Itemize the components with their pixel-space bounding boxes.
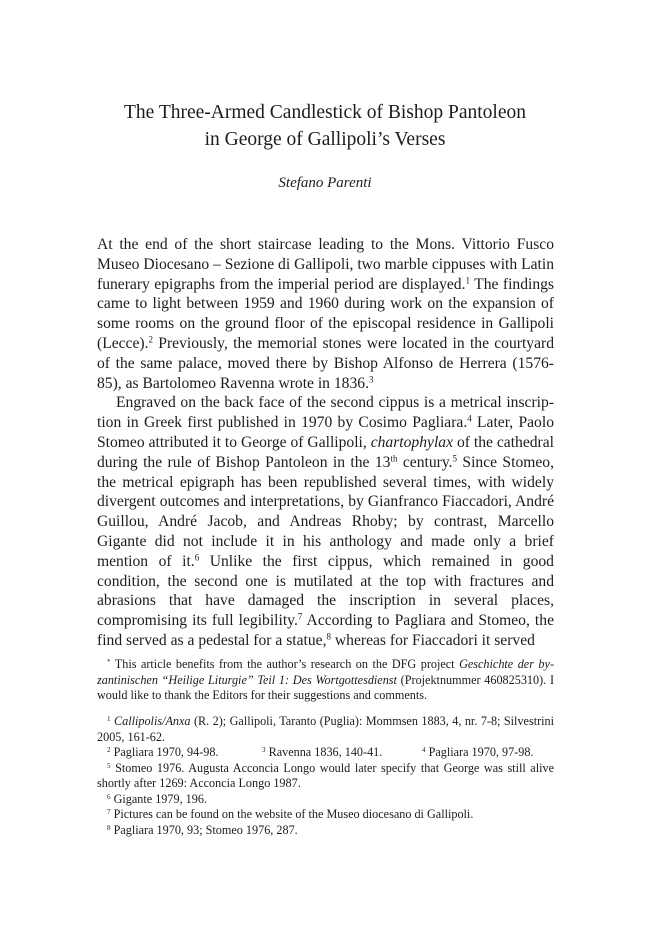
- footnote-acknowledgement: [97, 657, 554, 704]
- footnote-text: Pagliara 1970, 97-98.: [425, 745, 534, 759]
- footnotes: [97, 714, 554, 838]
- footnote-number: 4: [422, 745, 426, 754]
- article-title-line-1: The Three-Armed Candlestick of Bishop Pantoleon: [123, 102, 526, 123]
- footnote-number: 7: [107, 807, 111, 816]
- footnote-2: [107, 745, 262, 761]
- footnote-number: 5: [107, 761, 111, 770]
- footnote-ref-6: 6: [194, 552, 200, 563]
- footnote-number: 3: [262, 745, 266, 754]
- paragraph-text: Engraved on the back face of the second cippus is a metrical inscription in Greek first published in 1970 by Cosimo Pagliara.: [97, 394, 554, 432]
- footnote-text: Pagliara 1970, 94-98.: [110, 745, 219, 759]
- footnote-ref-5: 5: [452, 453, 458, 464]
- paragraph-text: The findings came to light between 1959 and 1960 during work on the expansion of some rooms on the ground floor of the episcopal residence in Gallipoli (Lecce).: [97, 275, 554, 352]
- article-title: [0, 99, 650, 153]
- article-title-line-2: in George of Gallipoli’s Verses: [204, 129, 446, 150]
- footnote-3: [262, 745, 422, 761]
- paragraph-text: century.: [397, 453, 453, 471]
- footnote-ref-1: 1: [465, 275, 470, 286]
- footnote-ref-3: 3: [368, 374, 374, 385]
- footnote-number: 8: [107, 823, 111, 832]
- article-body: [97, 235, 554, 651]
- footnote-text: Gigante 1979, 196.: [110, 791, 208, 806]
- footnote-text: Pagliara 1970, 93; Stomeo 1976, 287.: [110, 822, 298, 837]
- footnote-star-mark: *: [107, 657, 111, 666]
- footnote-number: 1: [107, 714, 111, 723]
- paragraph-1: [97, 235, 554, 393]
- paragraph-text: At the end of the short staircase leading to the Mons. Vittorio Fusco Museo Diocesano – Sezione di Gallipoli, two marble cippuses with Latin funerary epigraphs from the imperial period are displayed.: [97, 236, 554, 293]
- ordinal-suffix: th: [390, 453, 398, 464]
- footnote-row-2-4: [97, 745, 554, 761]
- footnote-1: [97, 714, 554, 745]
- paragraph-text: of the cathedral during the rule of Bishop Pantoleon in the 13: [97, 433, 554, 471]
- footnote-ref-2: 2: [148, 334, 154, 345]
- paragraph-text: Previously, the memorial stones were located in the courtyard of the same palace, moved there by Bishop Alfonso de Herrera (1576-85), as Bartolomeo Ravenna wrote in 1836.: [97, 334, 554, 392]
- paragraph-text: whereas for Fiaccadori it served: [331, 631, 535, 649]
- paragraph-text: Unlike the first cippus, which remained in good condition, the second one is mutilated at the top with fractures and abrasions that have damaged the inscription in several places, compromising its full legibility.: [97, 552, 554, 630]
- footnote-ref-4: 4: [467, 413, 472, 424]
- footnote-number: 6: [107, 792, 111, 801]
- paragraph-text: According to Pagliara and Stomeo, the find served as a pedestal for a statue,: [97, 612, 554, 649]
- footnote-4: [422, 745, 534, 761]
- footnote-5: [97, 761, 554, 792]
- term-chartophylax: chartophylax: [370, 433, 453, 451]
- footnote-7: [97, 807, 554, 823]
- footnote-italic: Callipolis/Anxa: [113, 714, 191, 728]
- footnote-ref-8: 8: [326, 631, 331, 642]
- footnote-text: Pictures can be found on the website of the Museo diocesano di Gallipoli.: [110, 807, 474, 821]
- project-title: Geschichte der byzantinischen “Heilige Liturgie” Teil 1: Des Wortgottesdienst: [97, 657, 554, 687]
- footnote-text: (R. 2); Gallipoli, Taranto (Puglia): Mommsen 1883, 4, nr. 7-8; Silvestrini 2005, 161-62.: [97, 714, 554, 744]
- footnote-text: Ravenna 1836, 140-41.: [265, 745, 383, 759]
- paragraph-text: Since Stomeo, the metrical epigraph has been republished several times, with widely divergent outcomes and interpretations, by Gianfranco Fiaccadori, André Guillou, André Jacob, and Andreas Rhoby; by contrast, Marcello Gigante did not include it in his anthology and made only a brief mention of it.: [97, 453, 554, 570]
- footnote-number: 2: [107, 745, 111, 754]
- footnote-text: Stomeo 1976. Augusta Acconcia Longo would later specify that George was still alive shortly after 1269: Acconcia Longo 1987.: [97, 760, 554, 790]
- footnote-8: [97, 823, 554, 839]
- footnote-6: [97, 792, 554, 808]
- paragraph-text: Later, Paolo Stomeo attributed it to George of Gallipoli,: [97, 414, 554, 451]
- paragraph-2: [97, 393, 554, 650]
- footnote-text: (Projektnummer 460825310). I would like to thank the Editors for their suggestions and comments.: [97, 672, 555, 702]
- footnote-ref-7: 7: [297, 611, 303, 622]
- footnote-text: This article benefits from the author’s research on the DFG project: [110, 657, 460, 671]
- author-name: Stefano Parenti: [278, 175, 372, 191]
